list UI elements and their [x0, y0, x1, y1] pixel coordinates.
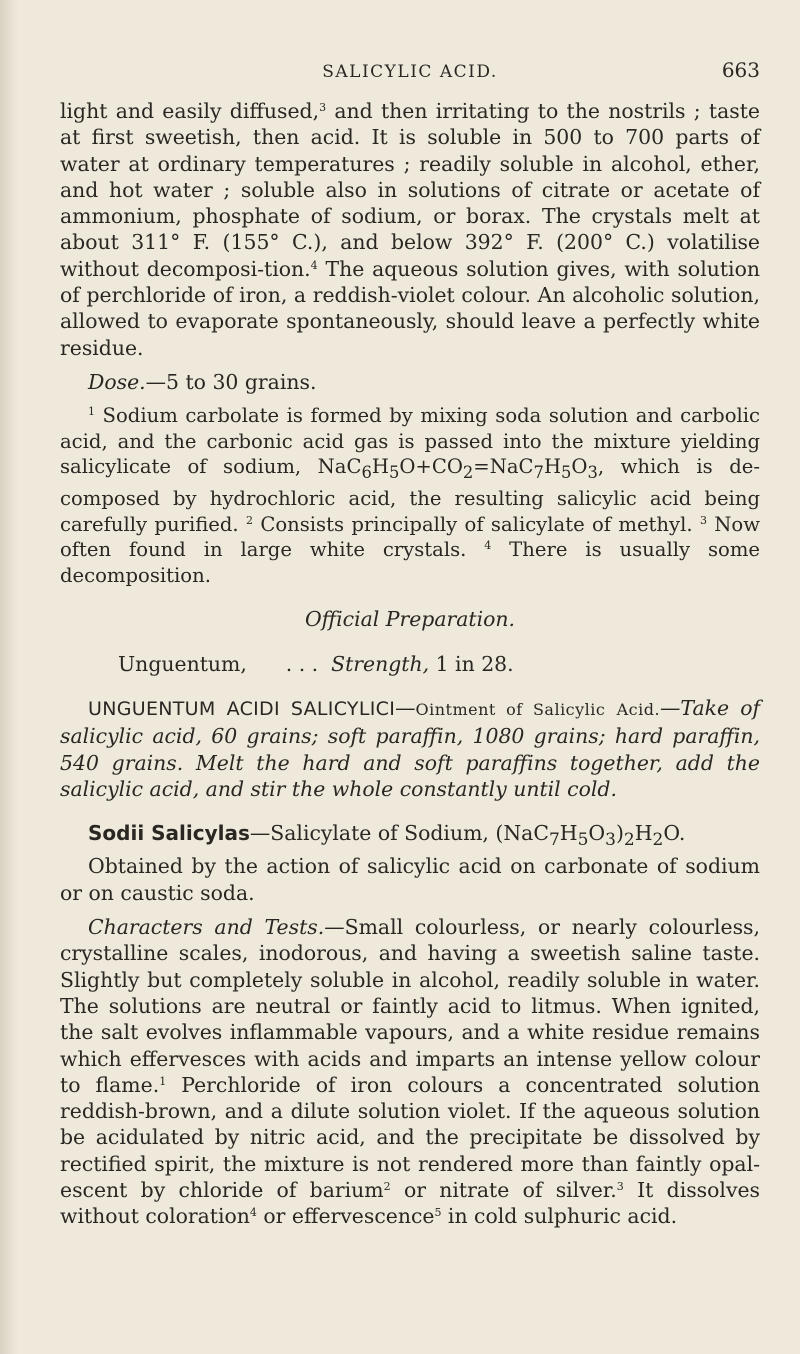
- footnote-block: $^1$ Sodium carbolate is formed by mixing soda solution and carbolic acid, and the carbonic acid gas is passed into the mixture yielding salicylicate of sodium, $NaC_6H_5O+CO_2=NaC_7H_5O_3$, which is de-composed by hydrochloric acid, the resulting salicylic acid being carefully purified. $^2$ Consists principally of salicylate of methyl. $^3$ Now often found in large white crystals. $^4$ There is usually some decomposition.: [60, 404, 760, 587]
- sodii-salicylas-heading: Sodii Salicylas—Salicylate of Sodium, $(NaC_7H_5O_3)_2H_2O$.: [88, 821, 686, 851]
- official-preparation-heading: Official Preparation.: [304, 607, 516, 632]
- footnotes: [60, 403, 760, 588]
- page-header: [60, 58, 760, 98]
- characters-and-tests-paragraph: Characters and Tests.—Small colourless, or nearly colourless, crystalline scales, inodorous, and having a sweetish saline taste. Slightly but completely soluble in alcohol, readily soluble in water. The solutions are neutral or faintly acid to litmus. When ignited, the salt evolves inflammable vapours, and a white residue remains which effervesces with acids and imparts an intense yellow colour to flame.$^1$ Perchloride of iron colours a concentrated solution reddish-brown, and a dilute solution violet. If the aqueous solution be acidulated by nitric acid, and the precipitate be dissolved by rectified spirit, the mixture is not rendered more than faintly opal-escent by chloride of barium$^2$ or nitrate of silver.$^3$ It dissolves without coloration$^4$ or effervescence$^5$ in cold sulphuric acid.: [60, 915, 761, 1229]
- running-title: SALICYLIC ACID.: [322, 62, 498, 82]
- unguentum-paragraph: UNGUENTUM ACIDI SALICYLICI—Ointment of Salicylic Acid.—Take of salicylic acid, 60 grains; soft paraffin, 1080 grains; hard paraffin, 540 grains. Melt the hard and soft paraffins together, add the salicylic acid, and stir the whole constantly until cold.: [60, 695, 761, 801]
- page-gutter-shadow: [0, 0, 18, 1354]
- official-preparation-entry: Unguentum, . . . Strength, 1 in 28.: [118, 651, 514, 676]
- sodii-obtained-paragraph: Obtained by the action of salicylic acid on carbonate of sodium or on caustic soda.: [60, 854, 760, 905]
- page-number: 663: [721, 58, 760, 82]
- description-paragraph: light and easily diffused,$^3$ and then irritating to the nostrils ; taste at first sweetish, then acid. It is soluble in 500 to 700 parts of water at ordinary temperatures ; readily soluble in alcohol, ether, and hot water ; soluble also in solutions of citrate or acetate of ammonium, phosphate of sodium, or borax. The crystals melt at about 311° F. (155° C.), and below 392° F. (200° C.) volatilise without decomposi-tion.$^4$ The aqueous solution gives, with solution of perchloride of iron, a reddish-violet colour. An alcoholic solution, allowed to evaporate spontaneously, should leave a perfectly white residue.: [60, 99, 760, 360]
- dose-line: Dose.—5 to 30 grains.: [88, 369, 317, 394]
- book-page: [60, 58, 760, 1230]
